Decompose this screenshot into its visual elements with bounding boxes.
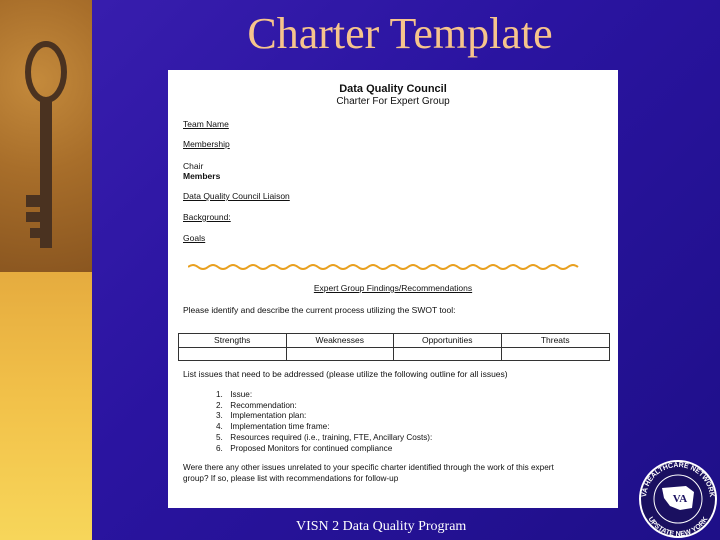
swot-cell-threats <box>502 347 610 360</box>
team-name-label: Team Name <box>183 119 229 129</box>
outline-item: 2. Recommendation: <box>216 400 297 410</box>
findings-heading: Expert Group Findings/Recommendations <box>313 283 473 293</box>
issues-outline <box>216 390 432 454</box>
key-photo <box>0 0 92 272</box>
wavy-divider <box>188 263 583 271</box>
slide-title: Charter Template <box>247 9 553 58</box>
membership-label: Membership <box>183 139 230 149</box>
members-label: Members <box>183 171 221 181</box>
chair-label: Chair <box>183 161 204 171</box>
outline-item: 3. Implementation plan: <box>216 411 307 421</box>
swot-header-threats: Threats <box>540 335 570 345</box>
swot-header-opportunities: Opportunities <box>394 334 502 347</box>
document-subheading: Charter For Expert Group <box>336 96 450 107</box>
outline-item: 6. Proposed Monitors for continued compliance <box>216 443 393 453</box>
swot-cell-strengths <box>179 347 287 360</box>
issues-instruction: List issues that need to be addressed (please utilize the following outline for all issues) <box>183 369 508 379</box>
outline-item: 1. Issue: <box>216 390 253 399</box>
background-label: Background: <box>183 212 231 222</box>
liaison-label: Data Quality Council Liaison <box>183 191 290 201</box>
closing-line-1: Were there any other issues unrelated to your specific charter identified through the work of this expert <box>183 463 554 472</box>
swot-cell-weaknesses <box>287 347 395 360</box>
outline-item: 4. Implementation time frame: <box>216 422 330 432</box>
goals-label: Goals <box>183 233 206 243</box>
outline-item: 5. Resources required (i.e., training, FTE, Ancillary Costs): <box>216 432 433 442</box>
logo-bottom-text: UPSTATE NEW YORK <box>646 515 710 539</box>
closing-paragraph <box>183 462 603 484</box>
slide-footer: VISN 2 Data Quality Program <box>296 519 467 534</box>
closing-line-2: group? If so, please list with recommendations for follow-up <box>183 474 399 483</box>
swot-table <box>178 333 610 361</box>
logo-top-text: VA HEALTHCARE NETWORK <box>641 461 716 498</box>
charter-document <box>168 70 618 508</box>
logo-center-text: VA <box>672 493 688 505</box>
va-healthcare-logo <box>636 458 720 540</box>
swot-cell-opportunities <box>394 347 502 360</box>
swot-instruction: Please identify and describe the current process utilizing the SWOT tool: <box>183 305 456 315</box>
document-heading: Data Quality Council <box>339 83 447 95</box>
swot-header-weaknesses: Weaknesses <box>287 334 395 347</box>
swot-header-strengths: Strengths <box>179 334 287 347</box>
